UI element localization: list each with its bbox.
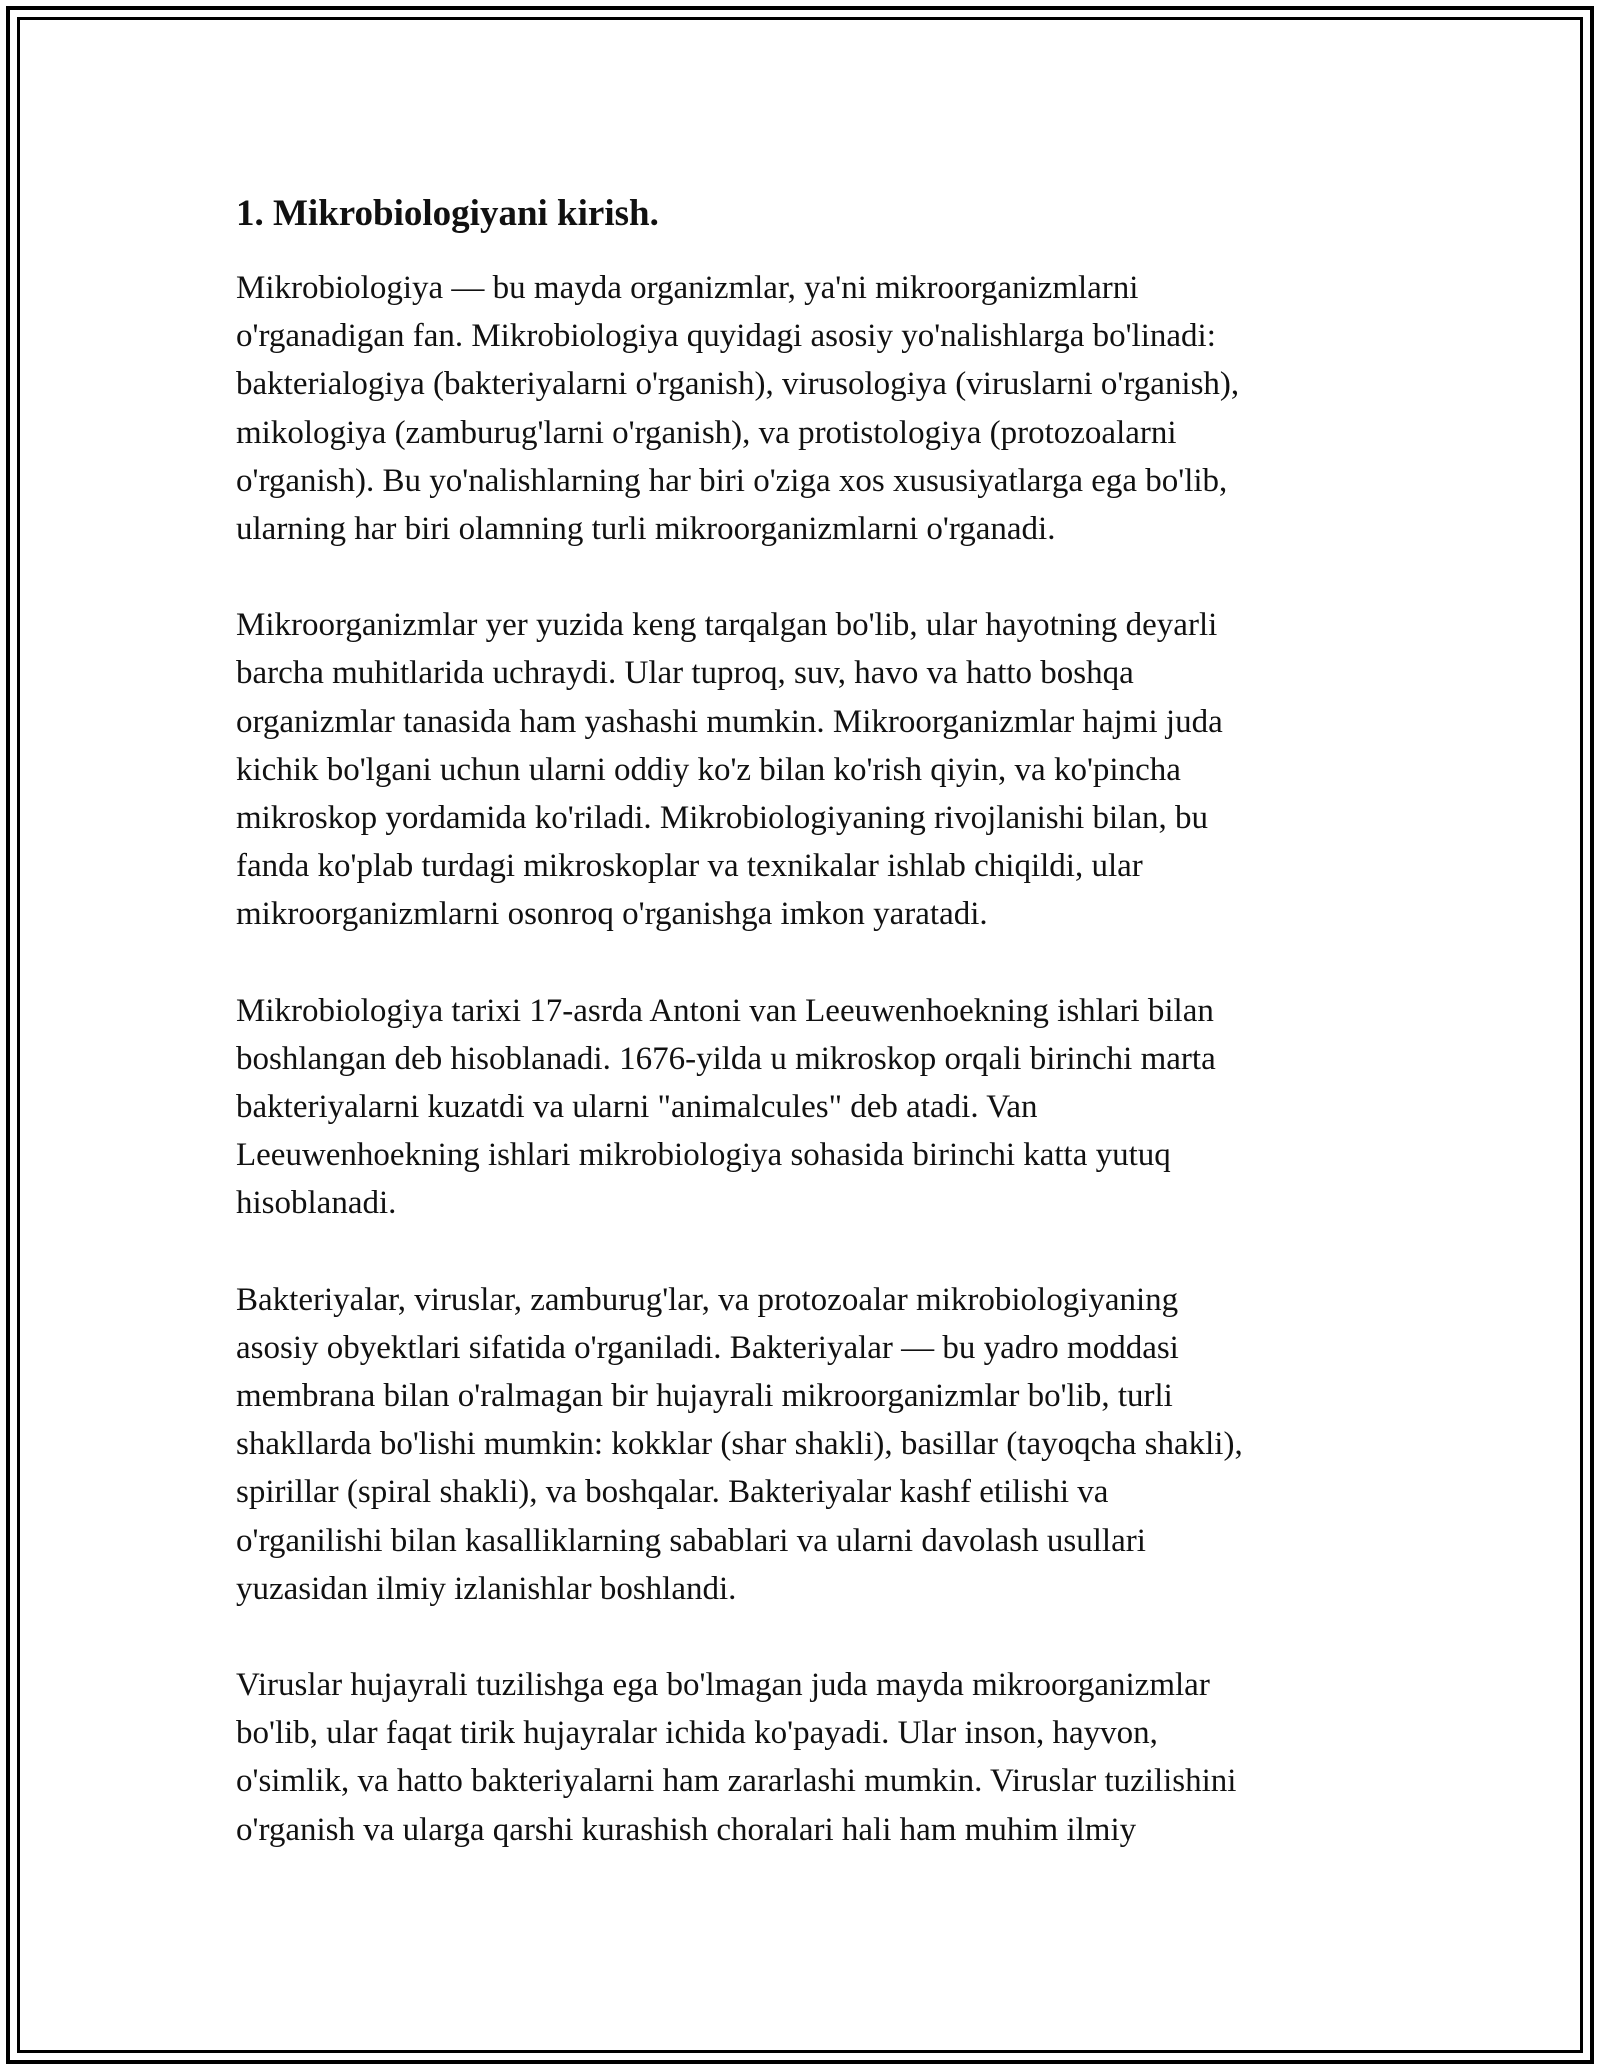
- paragraph-3: Mikrobiologiya tarixi 17-asrda Antoni van Leeuwenhoekning ishlari bilan boshlangan deb hisoblanadi. 1676-yilda u mikroskop orqali birinchi marta bakteriyalarni kuzatdi va ularni "animalcules" deb atadi. Van Leeuwenhoekning ishlari mikrobiologiya sohasida birinchi katta yutuq hisoblanadi.: [236, 992, 1216, 1222]
- section-title: 1. Mikrobiologiyani kirish.: [236, 193, 659, 234]
- paragraph-2: Mikroorganizmlar yer yuzida keng tarqalgan bo'lib, ular hayotning deyarli barcha muhitlarida uchraydi. Ular tuproq, suv, havo va hatto boshqa organizmlar tanasida ham yashashi mumkin. Mikroorganizmlar hajmi juda kichik bo'lgani uchun ularni oddiy ko'z bilan ko'rish qiyin, va ko'pincha mikroskop yordamida ko'riladi. Mikrobiologiyaning rivojlanishi bilan, bu fanda ko'plab turdagi mikroskoplar va texnikalar ishlab chiqildi, ular mikroorganizmlarni osonroq o'rganishga imkon yaratadi.: [236, 607, 1223, 933]
- paragraph-4: Bakteriyalar, viruslar, zamburug'lar, va protozoalar mikrobiologiyaning asosiy obyektlari sifatida o'rganiladi. Bakteriyalar — bu yadro moddasi membrana bilan o'ralmagan bir hujayrali mikroorganizmlar bo'lib, turli shakllarda bo'lishi mumkin: kokklar (shar shakli), basillar (tayoqcha shakli), spirillar (spiral shakli), va boshqalar. Bakteriyalar kashf etilishi va o'rganilishi bilan kasalliklarning sabablari va ularni davolash usullari yuzasidan ilmiy izlanishlar boshlandi.: [236, 1281, 1243, 1607]
- document-body: [236, 188, 1366, 1854]
- paragraph-5: Viruslar hujayrali tuzilishga ega bo'lmagan juda mayda mikroorganizmlar bo'lib, ular faqat tirik hujayralar ichida ko'payadi. Ular inson, hayvon, o'simlik, va hatto bakteriyalarni ham zararlashi mumkin. Viruslar tuzilishini o'rganish va ularga qarshi kurashish choralari hali ham muhim ilmiy: [236, 1667, 1237, 1848]
- paragraph-1: Mikrobiologiya — bu mayda organizmlar, ya'ni mikroorganizmlarni o'rganadigan fan. Mikrobiologiya quyidagi asosiy yo'nalishlarga bo'linadi: bakterialogiya (bakteriyalarni o'rganish), virusologiya (viruslarni o'rganish), mikologiya (zamburug'larni o'rganish), va protistologiya (protozoalarni o'rganish). Bu yo'nalishlarning har biri o'ziga xos xususiyatlarga ega bo'lib, ularning har biri olamning turli mikroorganizmlarni o'rganadi.: [236, 270, 1240, 548]
